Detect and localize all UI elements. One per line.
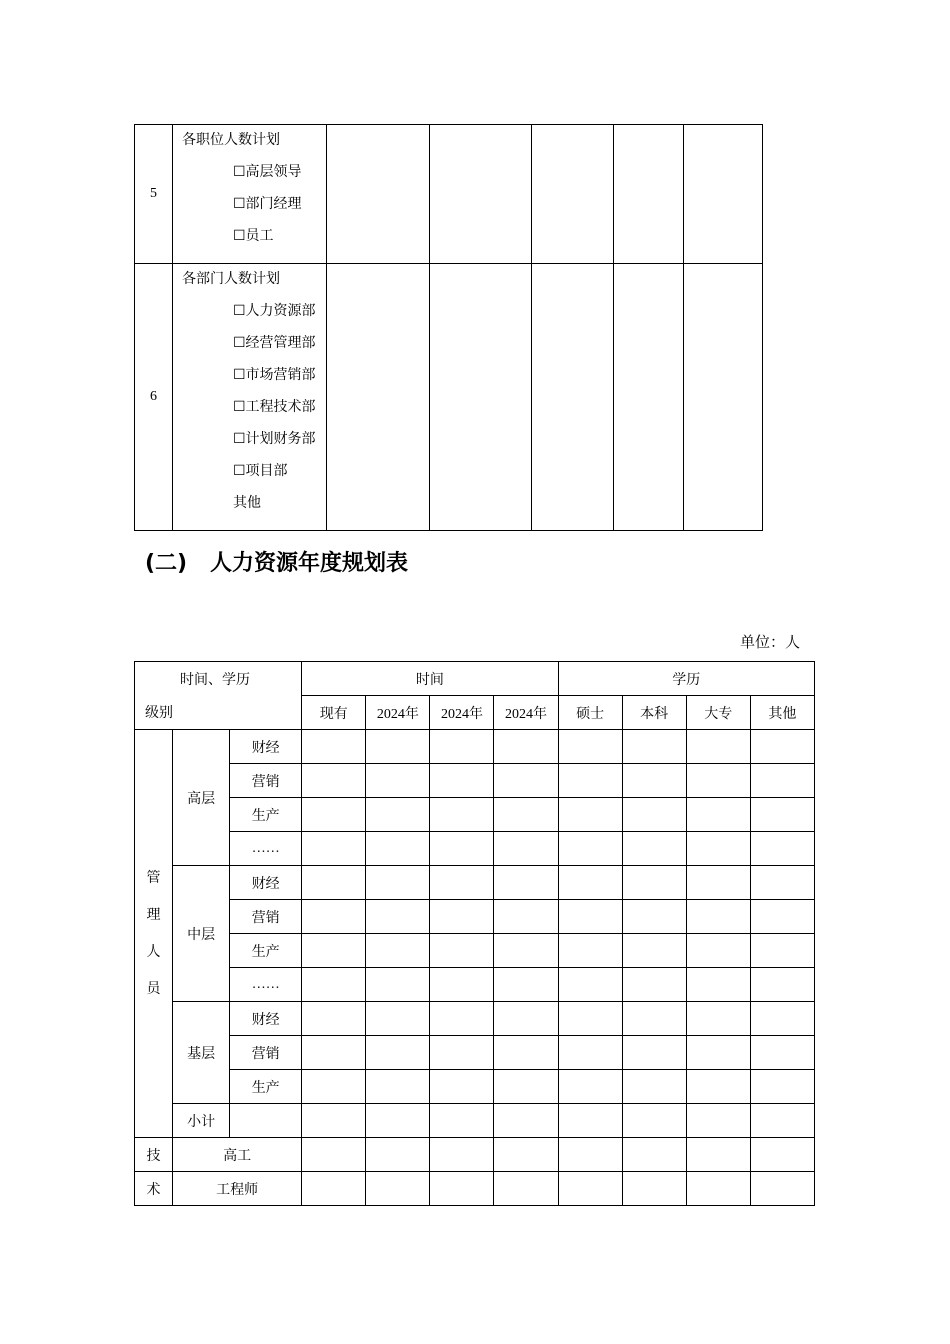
empty-cell: [230, 1104, 302, 1138]
data-cell: [622, 1070, 686, 1104]
subtotal-row: [135, 1104, 815, 1138]
data-cell: [430, 730, 494, 764]
data-cell: [558, 1138, 622, 1172]
data-cell: [430, 764, 494, 798]
level-label: 高层: [173, 730, 230, 866]
data-cell: [494, 1172, 558, 1206]
data-cell: [558, 1172, 622, 1206]
data-cell: [558, 1036, 622, 1070]
department-label: 生产: [230, 798, 302, 832]
time-group-header: 时间: [302, 662, 558, 696]
data-cell: [558, 798, 622, 832]
technical-title-label: 工程师: [173, 1172, 302, 1206]
data-cell: [686, 934, 750, 968]
data-cell: [430, 832, 494, 866]
data-cell: [750, 900, 814, 934]
data-cell: [366, 900, 430, 934]
data-cell: [366, 1002, 430, 1036]
department-label: 生产: [230, 934, 302, 968]
data-cell: [686, 1172, 750, 1206]
position-plan-table: [134, 124, 763, 531]
data-cell: [430, 1138, 494, 1172]
level-label: 中层: [173, 866, 230, 1002]
empty-cell: [430, 125, 532, 264]
data-cell: [686, 1104, 750, 1138]
data-cell: [430, 968, 494, 1002]
plan-title: 各职位人数计划: [182, 133, 280, 148]
empty-cell: [430, 264, 532, 531]
empty-cell: [327, 264, 430, 531]
data-cell: [430, 1036, 494, 1070]
data-cell: [494, 968, 558, 1002]
department-label: 财经: [230, 1002, 302, 1036]
data-cell: [558, 1002, 622, 1036]
plan-item: ☐计划财务部: [233, 432, 316, 447]
data-cell: [622, 866, 686, 900]
data-cell: [366, 832, 430, 866]
data-cell: [558, 764, 622, 798]
data-cell: [494, 1036, 558, 1070]
data-cell: [302, 968, 366, 1002]
data-cell: [558, 900, 622, 934]
data-cell: [494, 764, 558, 798]
data-cell: [686, 730, 750, 764]
data-cell: [366, 730, 430, 764]
plan-items-cell: [173, 264, 327, 531]
data-cell: [494, 1002, 558, 1036]
management-label-char: 员: [146, 981, 161, 997]
data-cell: [302, 798, 366, 832]
department-label: 财经: [230, 730, 302, 764]
data-cell: [686, 798, 750, 832]
data-cell: [302, 1002, 366, 1036]
education-column-header: 其他: [750, 696, 814, 730]
data-cell: [686, 764, 750, 798]
data-cell: [302, 764, 366, 798]
department-label: 生产: [230, 1070, 302, 1104]
plan-item: ☐经营管理部: [233, 336, 316, 351]
empty-cell: [614, 264, 684, 531]
data-cell: [366, 1138, 430, 1172]
department-label: ……: [230, 832, 302, 866]
data-cell: [558, 866, 622, 900]
empty-cell: [614, 125, 684, 264]
data-cell: [366, 1104, 430, 1138]
section-heading: [145, 546, 408, 577]
data-cell: [302, 934, 366, 968]
data-cell: [430, 900, 494, 934]
empty-cell: [532, 264, 614, 531]
level-label: 基层: [173, 1002, 230, 1104]
data-cell: [558, 832, 622, 866]
data-cell: [494, 1104, 558, 1138]
data-cell: [750, 832, 814, 866]
data-cell: [750, 866, 814, 900]
data-cell: [494, 900, 558, 934]
plan-item: ☐员工: [233, 229, 274, 244]
data-cell: [750, 730, 814, 764]
department-label: 营销: [230, 900, 302, 934]
data-cell: [558, 1104, 622, 1138]
data-cell: [302, 1172, 366, 1206]
data-cell: [622, 1002, 686, 1036]
table-row: [135, 730, 815, 764]
annual-plan-table: [134, 661, 815, 1206]
education-column-header: 大专: [686, 696, 750, 730]
data-cell: [750, 1172, 814, 1206]
data-cell: [494, 934, 558, 968]
data-cell: [302, 1070, 366, 1104]
data-cell: [750, 934, 814, 968]
time-column-header: 2024年: [366, 696, 430, 730]
table-row: [135, 900, 815, 934]
data-cell: [366, 866, 430, 900]
header-row: [135, 696, 815, 730]
management-label-char: 管: [146, 870, 161, 886]
data-cell: [622, 1104, 686, 1138]
plan-item: ☐项目部: [233, 464, 288, 479]
data-cell: [686, 1138, 750, 1172]
plan-item: ☐市场营销部: [233, 368, 316, 383]
data-cell: [302, 730, 366, 764]
technical-label-char: 术: [135, 1172, 173, 1206]
data-cell: [686, 832, 750, 866]
data-cell: [430, 934, 494, 968]
data-cell: [302, 1104, 366, 1138]
data-cell: [366, 798, 430, 832]
department-label: 财经: [230, 866, 302, 900]
data-cell: [430, 798, 494, 832]
data-cell: [686, 900, 750, 934]
management-label-char: 人: [146, 944, 161, 960]
department-label: ……: [230, 968, 302, 1002]
section-number: (二): [145, 551, 188, 576]
data-cell: [494, 866, 558, 900]
data-cell: [430, 1172, 494, 1206]
unit-label: 单位：人: [740, 635, 801, 651]
data-cell: [622, 934, 686, 968]
data-cell: [622, 798, 686, 832]
data-cell: [750, 798, 814, 832]
table-row: [135, 1070, 815, 1104]
education-column-header: 硕士: [558, 696, 622, 730]
data-cell: [750, 1104, 814, 1138]
data-cell: [622, 1138, 686, 1172]
data-cell: [494, 730, 558, 764]
plan-row: [135, 125, 763, 264]
row-number: 6: [135, 264, 173, 531]
data-cell: [622, 764, 686, 798]
management-staff-label: [135, 730, 173, 1138]
technical-title-label: 高工: [173, 1138, 302, 1172]
table-row: [135, 798, 815, 832]
empty-cell: [327, 125, 430, 264]
data-cell: [750, 1070, 814, 1104]
data-cell: [366, 1070, 430, 1104]
data-cell: [686, 968, 750, 1002]
data-cell: [494, 832, 558, 866]
empty-cell: [684, 125, 763, 264]
data-cell: [622, 832, 686, 866]
corner-header-top: 时间、学历: [135, 662, 302, 696]
data-cell: [686, 1002, 750, 1036]
plan-item: ☐人力资源部: [233, 304, 316, 319]
data-cell: [558, 968, 622, 1002]
plan-item: ☐工程技术部: [233, 400, 316, 415]
data-cell: [622, 1036, 686, 1070]
data-cell: [366, 1172, 430, 1206]
plan-item: 其他: [233, 496, 261, 511]
table-row: [135, 968, 815, 1002]
empty-cell: [684, 264, 763, 531]
data-cell: [750, 968, 814, 1002]
data-cell: [430, 1070, 494, 1104]
data-cell: [302, 866, 366, 900]
technical-label-char: 技: [135, 1138, 173, 1172]
department-label: 营销: [230, 1036, 302, 1070]
data-cell: [494, 1138, 558, 1172]
data-cell: [686, 1070, 750, 1104]
data-cell: [750, 1002, 814, 1036]
data-cell: [430, 1104, 494, 1138]
data-cell: [366, 934, 430, 968]
table-row: [135, 764, 815, 798]
data-cell: [302, 832, 366, 866]
time-column-header: 2024年: [430, 696, 494, 730]
data-cell: [750, 764, 814, 798]
data-cell: [366, 968, 430, 1002]
education-group-header: 学历: [558, 662, 814, 696]
education-column-header: 本科: [622, 696, 686, 730]
data-cell: [302, 1036, 366, 1070]
data-cell: [558, 730, 622, 764]
section-title: 人力资源年度规划表: [210, 551, 409, 576]
table-row: [135, 866, 815, 900]
data-cell: [558, 934, 622, 968]
data-cell: [366, 1036, 430, 1070]
time-column-header: 2024年: [494, 696, 558, 730]
empty-cell: [532, 125, 614, 264]
management-label-char: 理: [146, 907, 161, 923]
table-row: [135, 1002, 815, 1036]
data-cell: [622, 1172, 686, 1206]
table-row: [135, 832, 815, 866]
plan-title: 各部门人数计划: [182, 272, 280, 287]
time-column-header: 现有: [302, 696, 366, 730]
corner-header-bottom: 级别: [135, 696, 302, 730]
data-cell: [558, 1070, 622, 1104]
data-cell: [622, 900, 686, 934]
table-row: [135, 1138, 815, 1172]
plan-item: ☐高层领导: [233, 165, 302, 180]
table-row: [135, 934, 815, 968]
data-cell: [302, 900, 366, 934]
data-cell: [302, 1138, 366, 1172]
row-number: 5: [135, 125, 173, 264]
data-cell: [750, 1138, 814, 1172]
department-label: 营销: [230, 764, 302, 798]
data-cell: [622, 730, 686, 764]
data-cell: [686, 866, 750, 900]
data-cell: [366, 764, 430, 798]
data-cell: [622, 968, 686, 1002]
data-cell: [430, 1002, 494, 1036]
data-cell: [686, 1036, 750, 1070]
data-cell: [494, 798, 558, 832]
plan-row: [135, 264, 763, 531]
plan-item: ☐部门经理: [233, 197, 302, 212]
plan-items-cell: [173, 125, 327, 264]
header-row: [135, 662, 815, 696]
data-cell: [750, 1036, 814, 1070]
data-cell: [430, 866, 494, 900]
table-row: [135, 1036, 815, 1070]
data-cell: [494, 1070, 558, 1104]
table-row: [135, 1172, 815, 1206]
subtotal-label: 小计: [173, 1104, 230, 1138]
